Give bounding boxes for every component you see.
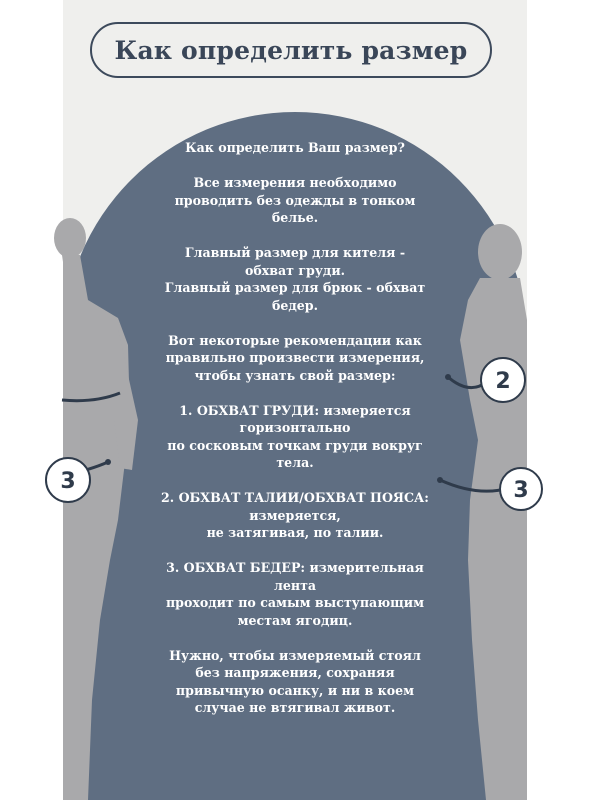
instructions-heading: Как определить Ваш размер? (185, 140, 405, 155)
instructions-paragraph-main-size: Главный размер для кителя - обхват груди. Главный размер для брюк - обхват бедер. (164, 245, 426, 313)
male-silhouette (54, 218, 138, 800)
size-instructions (132, 139, 458, 734)
female-waist-badge (481, 358, 525, 402)
female-hip-badge (500, 468, 542, 510)
instructions-paragraph-chest: 1. ОБХВАТ ГРУДИ: измеряется горизонтально по сосковым точкам груди вокруг тела. (167, 402, 423, 470)
instructions-paragraph-posture: Нужно, чтобы измеряемый стоял без напряжения, сохраняя привычную осанку, и ни в коем случае не втягивал живот. (169, 647, 421, 715)
male-hip-badge (46, 458, 90, 502)
svg-text:3: 3 (60, 469, 76, 494)
instructions-paragraph-hips: 3. ОБХВАТ БЕДЕР: измерительная лента проходит по самым выступающим местам ягодиц. (165, 560, 425, 628)
svg-text:3: 3 (513, 478, 529, 503)
page-title-text: Как определить размер (114, 35, 468, 65)
instructions-paragraph-underwear: Все измерения необходимо проводить без одежды в тонком белье. (174, 175, 416, 225)
instructions-paragraph-waist: 2. ОБХВАТ ТАЛИИ/ОБХВАТ ПОЯСА: измеряется, не затягивая, по талии. (161, 490, 429, 540)
svg-text:2: 2 (495, 369, 511, 394)
female-silhouette (460, 224, 527, 800)
instructions-paragraph-recommendations: Вот некоторые рекомендации как правильно произвести измерения, чтобы узнать свой размер: (165, 332, 425, 383)
